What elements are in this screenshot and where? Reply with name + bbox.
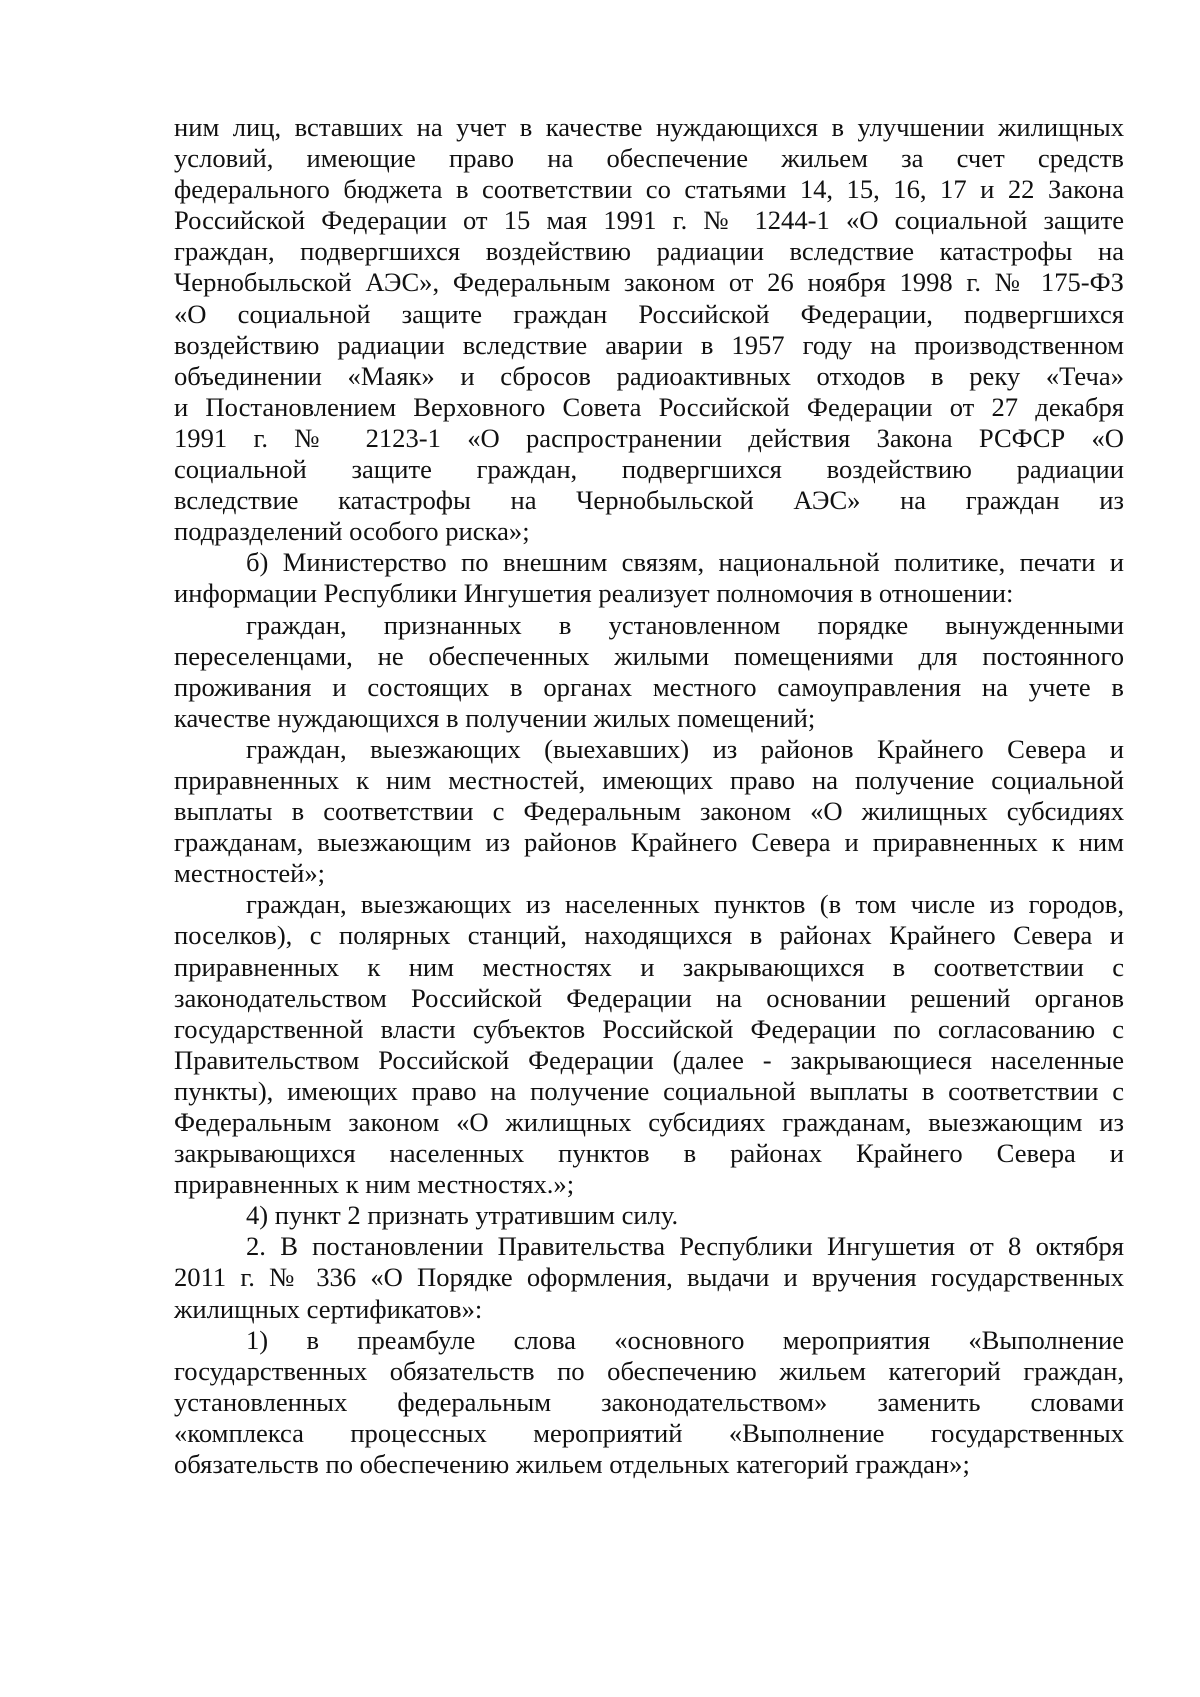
text-line: Федеральным законом «О жилищных субсидиях гражданам, выезжающим из [174,1107,1124,1137]
text-line: граждан, подвергшихся воздействию радиации вследствие катастрофы на [174,236,1124,267]
text-line: 4) пункт 2 признать утратившим силу. [246,1200,679,1231]
text-line: 2. В постановлении Правительства Республики Ингушетия от 8 октября [246,1231,1124,1262]
text-line: и Постановлением Верховного Совета Российской Федерации от 27 декабря [174,391,1124,422]
text-line: качестве нуждающихся в получении жилых помещений; [174,702,816,733]
text-line: Чернобыльской АЭС», Федеральным законом от 26 ноября 1998 г. № 175-ФЗ [174,267,1124,298]
document-page [174,112,1124,1480]
text-line: Правительством Российской Федерации (далее - закрывающиеся населенные [174,1044,1124,1075]
text-line: проживания и состоящих в органах местного самоуправления на учете в [174,671,1124,702]
paragraph [174,1200,1124,1231]
text-line: условий, имеющие право на обеспечение жильем за счет средств [174,143,1124,174]
text-line: граждан, выезжающих (выехавших) из районов Крайнего Севера и [246,733,1124,764]
text-line: переселенцами, не обеспеченных жилыми помещениями для постоянного [174,640,1124,671]
paragraph [174,610,1124,734]
text-line: установленных федеральным законодательством» заменить словами [174,1386,1124,1417]
text-line: выплаты в соответствии с Федеральным законом «О жилищных субсидиях [174,796,1124,827]
text-line: гражданам, выезжающим из районов Крайнего Севера и приравненных к ним [174,827,1124,858]
paragraph [174,112,1124,547]
paragraph [174,1325,1124,1480]
text-line: ним лиц, вставших на учет в качестве нуждающихся в улучшении жилищных [174,112,1124,142]
paragraph [174,734,1124,889]
paragraph [174,1231,1124,1324]
text-line: информации Республики Ингушетия реализует полномочия в отношении: [174,578,1014,609]
text-line: поселков), с полярных станций, находящихся в районах Крайнего Севера и [174,920,1124,951]
text-line: государственной власти субъектов Российской Федерации по согласованию с [174,1013,1124,1044]
text-line: приравненных к ним местностях.»; [174,1169,575,1200]
text-line: закрывающихся населенных пунктов в районах Крайнего Севера и [174,1138,1124,1169]
text-line: местностей»; [174,858,326,889]
text-line: объединении «Маяк» и сбросов радиоактивных отходов в реку «Теча» [174,360,1124,391]
paragraph [174,547,1124,609]
paragraph [174,889,1124,1200]
text-line: законодательством Российской Федерации на основании решений органов [174,982,1124,1013]
text-line: граждан, признанных в установленном порядке вынужденными [246,609,1124,640]
text-line: 2011 г. № 336 «О Порядке оформления, выдачи и вручения государственных [174,1262,1124,1293]
text-line: граждан, выезжающих из населенных пунктов (в том числе из городов, [246,889,1124,920]
text-line: «комплекса процессных мероприятий «Выполнение государственных [174,1417,1124,1448]
text-line: пункты), имеющих право на получение социальной выплаты в соответствии с [174,1075,1124,1106]
text-line: государственных обязательств по обеспечению жильем категорий граждан, [174,1355,1124,1386]
text-line: Российской Федерации от 15 мая 1991 г. № 1244-1 «О социальной защите [174,205,1124,236]
text-line: социальной защите граждан, подвергшихся воздействию радиации [174,454,1124,485]
text-line: жилищных сертификатов»: [174,1293,483,1324]
text-line: б) Министерство по внешним связям, национальной политике, печати и [246,547,1124,578]
text-line: федерального бюджета в соответствии со статьями 14, 15, 16, 17 и 22 Закона [174,174,1124,205]
text-line: воздействию радиации вследствие аварии в 1957 году на производственном [174,329,1124,360]
text-line: приравненных к ним местностей, имеющих право на получение социальной [174,764,1124,795]
text-line: 1) в преамбуле слова «основного мероприятия «Выполнение [246,1324,1124,1355]
text-line: приравненных к ним местностях и закрывающихся в соответствии с [174,951,1124,982]
text-line: «О социальной защите граждан Российской Федерации, подвергшихся [174,298,1124,329]
text-line: вследствие катастрофы на Чернобыльской АЭС» на граждан из [174,485,1124,516]
text-line: 1991 г. № 2123-1 «О распространении действия Закона РСФСР «О [174,422,1124,453]
text-line: подразделений особого риска»; [174,516,530,547]
text-line: обязательств по обеспечению жильем отдельных категорий граждан»; [174,1449,970,1480]
